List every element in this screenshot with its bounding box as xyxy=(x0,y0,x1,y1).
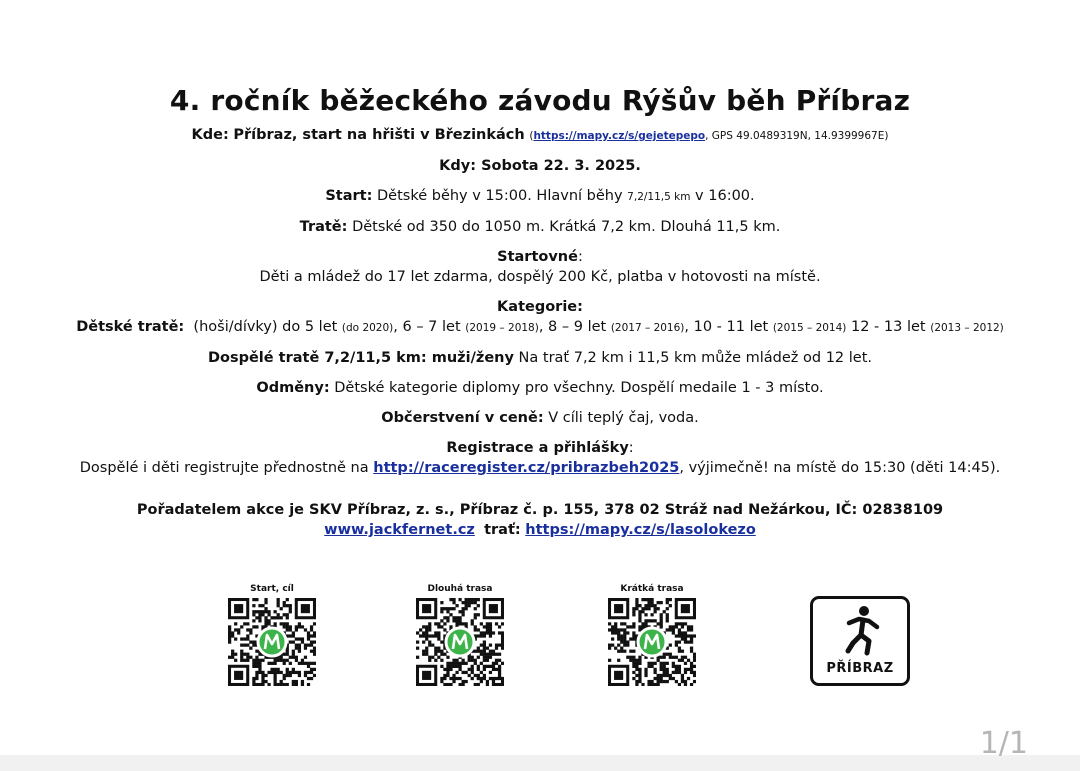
registration-link[interactable]: http://raceregister.cz/pribrazbeh2025 xyxy=(373,460,680,476)
registration-heading xyxy=(0,438,1080,458)
where-open: ( xyxy=(529,130,534,142)
start-text2: v 16:00. xyxy=(690,188,755,204)
tracks-text: Dětské od 350 do 1050 m. Krátká 7,2 km. Dlouhá 11,5 km. xyxy=(352,219,781,235)
when-label: Kdy: Sobota 22. 3. 2025. xyxy=(439,158,641,174)
organizer-line xyxy=(0,500,1080,520)
organizer-text: Pořadatelem akce je SKV Příbraz, z. s., Příbraz č. p. 155, 378 02 Stráž nad Nežárkou, IČ: 02838109 xyxy=(136,502,944,518)
qr-code-icon[interactable] xyxy=(608,598,696,686)
qr-short-route xyxy=(602,584,702,686)
fee-line: Děti a mládež do 17 let zdarma, dospělý 200 Kč, platba v hotovosti na místě. xyxy=(259,269,821,285)
category-item: 12 - 13 let (2013 – 2012) xyxy=(851,319,1004,335)
qr-caption: Start, cíl xyxy=(250,584,294,594)
adults-line xyxy=(0,348,1080,368)
when-line xyxy=(0,156,1080,176)
registration-text1: Dospělé i děti registrujte přednostně na xyxy=(79,460,374,476)
category-item: 10 - 11 let (2015 – 2014) xyxy=(693,319,847,335)
runner-icon xyxy=(837,605,887,659)
where-text: Příbraz, start na hřišti v Březinkách xyxy=(233,127,525,143)
qr-codes-row xyxy=(0,584,1080,694)
registration-line xyxy=(0,458,1080,478)
start-line xyxy=(0,186,1080,207)
route-link[interactable]: https://mapy.cz/s/lasolokezo xyxy=(525,522,756,538)
where-map-link[interactable]: https://mapy.cz/s/gejetepepo xyxy=(533,130,706,142)
qr-code-icon[interactable] xyxy=(416,598,504,686)
website-link[interactable]: www.jackfernet.cz xyxy=(324,522,475,538)
start-small: 7,2/11,5 km xyxy=(627,191,691,203)
rewards-line xyxy=(0,378,1080,398)
page-indicator: 1/1 xyxy=(979,726,1028,761)
qr-caption: Dlouhá trasa xyxy=(427,584,493,594)
qr-long-route xyxy=(410,584,510,686)
rewards-text: Dětské kategorie diplomy pro všechny. Dospělí medaile 1 - 3 místo. xyxy=(334,380,824,396)
adults-text: Na trať 7,2 km i 11,5 km může mládež od 12 let. xyxy=(513,350,873,366)
start-label: Start: xyxy=(325,188,373,204)
qr-caption: Krátká trasa xyxy=(620,584,684,594)
registration-label: Registrace a přihlášky xyxy=(446,440,629,456)
where-gps: , GPS 49.0489319N, 14.9399967E) xyxy=(705,130,889,142)
adults-label: Dospělé tratě 7,2/11,5 km: muži/ženy xyxy=(207,350,514,366)
categories-heading xyxy=(0,297,1080,317)
page-title: 4. ročník běžeckého závodu Rýšův běh Příbraz xyxy=(169,84,911,117)
qr-code-icon[interactable] xyxy=(228,598,316,686)
registration-colon: : xyxy=(628,440,634,456)
fee-label: Startovné xyxy=(497,249,578,265)
qr-start-finish xyxy=(222,584,322,686)
refresh-line xyxy=(0,408,1080,428)
categories-label: Kategorie: xyxy=(497,299,583,315)
document-content xyxy=(0,84,1080,540)
refresh-label: Občerstvení v ceně: xyxy=(381,410,544,426)
refresh-text: V cíli teplý čaj, voda. xyxy=(548,410,699,426)
fee-colon: : xyxy=(577,249,583,265)
organizer-links-line xyxy=(0,520,1080,540)
rewards-label: Odměny: xyxy=(256,380,330,396)
kids-categories-line xyxy=(0,317,1080,338)
category-item: 8 – 9 let (2017 – 2016), xyxy=(548,319,694,335)
fee-heading xyxy=(0,247,1080,267)
pribraz-logo xyxy=(810,596,910,686)
logo-text: PŘÍBRAZ xyxy=(826,661,894,676)
where-line xyxy=(0,125,1080,146)
start-text1: Dětské běhy v 15:00. Hlavní běhy xyxy=(377,188,628,204)
tracks-line xyxy=(0,217,1080,237)
where-label: Kde: xyxy=(191,127,229,143)
category-item: 6 – 7 let (2019 – 2018), xyxy=(402,319,549,335)
tracks-label: Tratě: xyxy=(299,219,348,235)
route-label: trať: xyxy=(484,522,521,538)
category-item: (hoši/dívky) do 5 let (do 2020), xyxy=(193,319,403,335)
kids-label: Dětské tratě: xyxy=(76,319,185,335)
registration-text2: , výjimečně! na místě do 15:30 (děti 14:45). xyxy=(679,460,1001,476)
